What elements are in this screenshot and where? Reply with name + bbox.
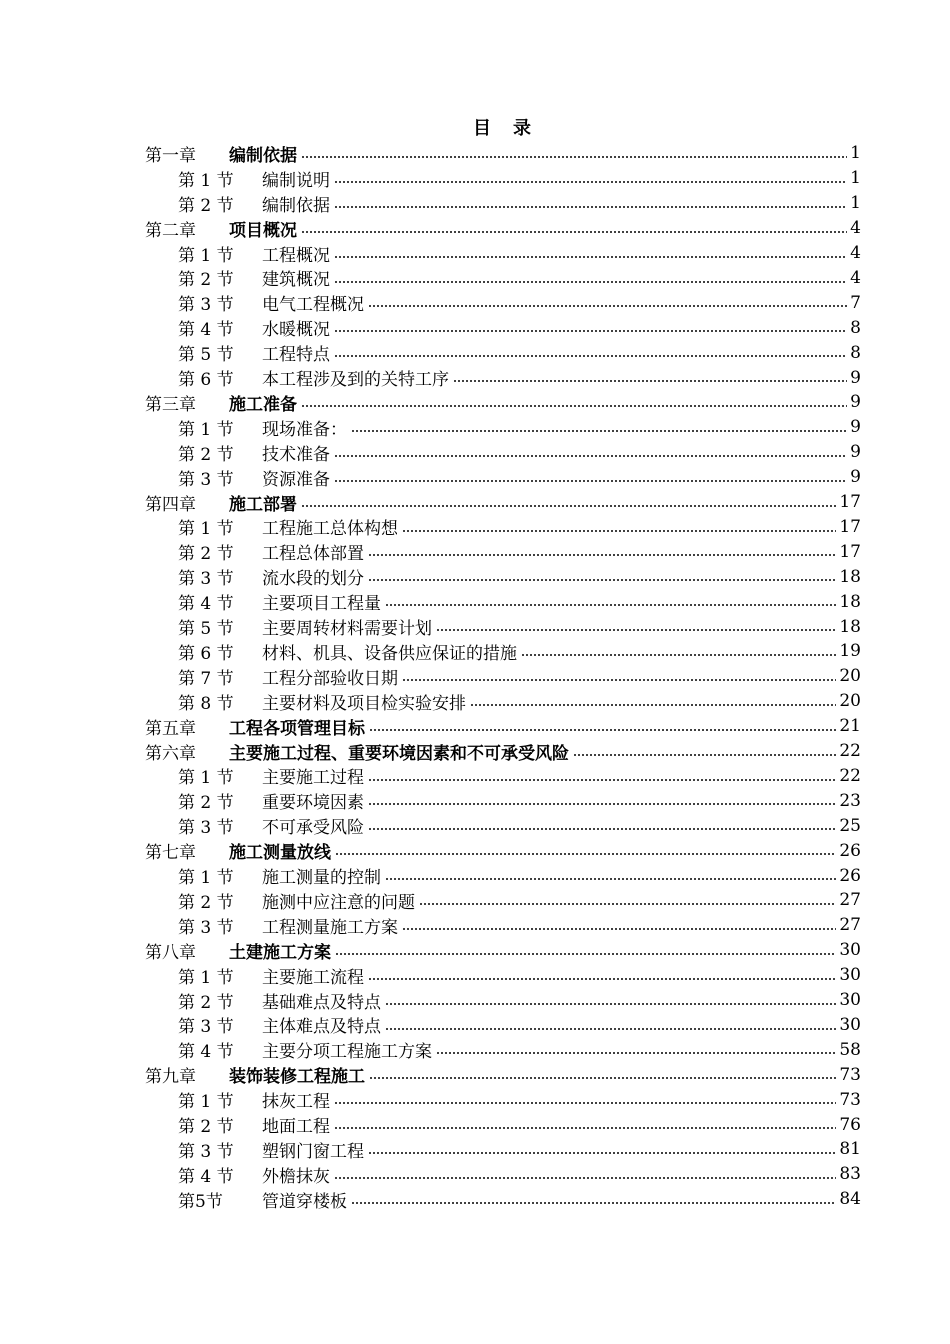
toc-section-entry <box>0 166 950 191</box>
chapter-title: 项目概况 <box>229 220 297 241</box>
section-number: 第 4 节 <box>178 1166 234 1187</box>
section-number: 第 2 节 <box>178 444 234 465</box>
dot-leader <box>334 1127 836 1129</box>
toc-section-entry <box>0 290 950 315</box>
toc-section-entry <box>0 813 950 838</box>
section-number: 第 2 节 <box>178 1117 234 1138</box>
dot-leader <box>436 629 836 631</box>
section-title: 现场准备： <box>262 419 347 440</box>
section-number: 第 5 节 <box>178 345 234 366</box>
page-number: 26 <box>839 840 861 861</box>
section-title: 材料、机具、设备供应保证的措施 <box>262 643 517 664</box>
toc-section-entry <box>0 340 950 365</box>
toc-section-entry <box>0 1087 950 1112</box>
toc-section-entry <box>0 1112 950 1137</box>
page-number: 30 <box>839 990 861 1011</box>
section-title: 主要分项工程施工方案 <box>262 1042 432 1063</box>
page-number: 81 <box>839 1139 861 1160</box>
section-number: 第 1 节 <box>178 868 234 889</box>
section-number: 第 1 节 <box>178 768 234 789</box>
section-title: 主体难点及特点 <box>262 1017 381 1038</box>
toc-section-entry <box>0 988 950 1013</box>
section-number: 第 3 节 <box>178 1017 234 1038</box>
dot-leader <box>334 206 847 208</box>
dot-leader <box>402 928 836 930</box>
chapter-title: 施工准备 <box>229 394 297 415</box>
chapter-number: 第二章 <box>145 220 196 241</box>
page-number: 18 <box>839 591 861 612</box>
section-number: 第 3 节 <box>178 569 234 590</box>
page-number: 4 <box>850 243 861 264</box>
chapter-title: 施工测量放线 <box>229 843 331 864</box>
section-number: 第 3 节 <box>178 1141 234 1162</box>
dot-leader <box>369 1077 836 1079</box>
page-number: 1 <box>850 143 861 164</box>
toc-section-entry <box>0 191 950 216</box>
dot-leader <box>436 1052 836 1054</box>
page-number: 27 <box>839 915 861 936</box>
dot-leader <box>334 281 847 283</box>
dot-leader <box>334 480 847 482</box>
page-number: 22 <box>839 741 861 762</box>
dot-leader <box>369 729 836 731</box>
section-title: 主要周转材料需要计划 <box>262 619 432 640</box>
toc-section-entry <box>0 863 950 888</box>
page-number: 18 <box>839 566 861 587</box>
chapter-number: 第七章 <box>145 843 196 864</box>
toc-section-entry <box>0 1013 950 1038</box>
toc-section-entry <box>0 440 950 465</box>
section-title: 电气工程概况 <box>262 295 364 316</box>
dot-leader <box>334 355 847 357</box>
page-number: 58 <box>839 1039 861 1060</box>
section-title: 管道穿楼板 <box>262 1191 347 1212</box>
section-number: 第 3 节 <box>178 469 234 490</box>
section-title: 工程特点 <box>262 345 330 366</box>
toc-section-entry <box>0 241 950 266</box>
chapter-title: 土建施工方案 <box>229 942 331 963</box>
section-number: 第 4 节 <box>178 320 234 341</box>
toc-section-entry <box>0 315 950 340</box>
page-number: 73 <box>839 1064 861 1085</box>
page-number: 9 <box>850 367 861 388</box>
section-number: 第 2 节 <box>178 793 234 814</box>
section-number: 第 3 节 <box>178 917 234 938</box>
section-number: 第 1 节 <box>178 967 234 988</box>
page-number: 9 <box>850 392 861 413</box>
toc-section-entry <box>0 589 950 614</box>
dot-leader <box>334 1177 836 1179</box>
page-number: 9 <box>850 442 861 463</box>
dot-leader <box>334 1102 836 1104</box>
section-title: 基础难点及特点 <box>262 992 381 1013</box>
section-number: 第 2 节 <box>178 270 234 291</box>
toc-title-char-2: 录 <box>513 118 533 139</box>
page-number: 9 <box>850 467 861 488</box>
page-number: 23 <box>839 790 861 811</box>
chapter-title: 施工部署 <box>229 494 297 515</box>
toc-section-entry <box>0 689 950 714</box>
chapter-number: 第一章 <box>145 145 196 166</box>
section-number: 第 1 节 <box>178 519 234 540</box>
toc-chapter-entry <box>0 490 950 515</box>
toc-chapter-entry <box>0 739 950 764</box>
section-title: 主要材料及项目检实验安排 <box>262 693 466 714</box>
section-number: 第 8 节 <box>178 693 234 714</box>
page-number: 26 <box>839 865 861 886</box>
dot-leader <box>334 256 847 258</box>
section-title: 技术准备 <box>262 444 330 465</box>
section-title: 主要施工过程 <box>262 768 364 789</box>
dot-leader <box>301 231 847 233</box>
section-title: 建筑概况 <box>262 270 330 291</box>
dot-leader <box>402 530 836 532</box>
toc-chapter-entry <box>0 838 950 863</box>
section-number: 第 3 节 <box>178 818 234 839</box>
section-title: 工程测量施工方案 <box>262 917 398 938</box>
section-number: 第5节 <box>178 1191 223 1212</box>
page-number: 25 <box>839 815 861 836</box>
page-number: 20 <box>839 691 861 712</box>
toc-section-entry <box>0 1187 950 1212</box>
dot-leader <box>385 878 836 880</box>
dot-leader <box>368 803 836 805</box>
toc-section-entry <box>0 788 950 813</box>
toc-section-entry <box>0 1137 950 1162</box>
toc-chapter-entry <box>0 938 950 963</box>
page-number: 4 <box>850 218 861 239</box>
chapter-number: 第五章 <box>145 718 196 739</box>
section-title: 编制依据 <box>262 195 330 216</box>
page-number: 17 <box>839 516 861 537</box>
dot-leader <box>470 704 836 706</box>
dot-leader <box>334 181 847 183</box>
toc-chapter-entry <box>0 141 950 166</box>
section-number: 第 6 节 <box>178 643 234 664</box>
page-number: 1 <box>850 168 861 189</box>
dot-leader <box>334 455 847 457</box>
toc-section-entry <box>0 266 950 291</box>
page-number: 20 <box>839 666 861 687</box>
dot-leader <box>368 305 847 307</box>
page-number: 17 <box>839 492 861 513</box>
chapter-title: 主要施工过程、重要环境因素和不可承受风险 <box>229 743 569 764</box>
toc-section-entry <box>0 539 950 564</box>
toc-section-entry <box>0 639 950 664</box>
section-number: 第 2 节 <box>178 992 234 1013</box>
dot-leader <box>419 903 836 905</box>
section-title: 工程概况 <box>262 245 330 266</box>
dot-leader <box>335 853 836 855</box>
page-number: 9 <box>850 417 861 438</box>
dot-leader <box>385 1028 836 1030</box>
section-title: 塑钢门窗工程 <box>262 1141 364 1162</box>
section-title: 工程总体部置 <box>262 544 364 565</box>
chapter-title: 工程各项管理目标 <box>229 718 365 739</box>
page-number: 21 <box>839 716 861 737</box>
chapter-title: 装饰装修工程施工 <box>229 1067 365 1088</box>
dot-leader <box>368 779 836 781</box>
page-number: 84 <box>839 1189 861 1210</box>
chapter-title: 编制依据 <box>229 145 297 166</box>
dot-leader <box>521 654 836 656</box>
page-number: 30 <box>839 1014 861 1035</box>
toc-section-entry <box>0 764 950 789</box>
chapter-number: 第六章 <box>145 743 196 764</box>
page-number: 19 <box>839 641 861 662</box>
dot-leader <box>385 1003 836 1005</box>
dot-leader <box>573 754 836 756</box>
page-number: 73 <box>839 1089 861 1110</box>
page-number: 18 <box>839 616 861 637</box>
section-title: 主要施工流程 <box>262 967 364 988</box>
page-number: 27 <box>839 890 861 911</box>
dot-leader <box>335 953 836 955</box>
section-title: 施工测量的控制 <box>262 868 381 889</box>
toc-section-entry <box>0 664 950 689</box>
dot-leader <box>368 828 836 830</box>
section-title: 水暖概况 <box>262 320 330 341</box>
dot-leader <box>301 405 847 407</box>
toc-title <box>0 114 950 140</box>
section-title: 施测中应注意的问题 <box>262 892 415 913</box>
section-title: 工程分部验收日期 <box>262 668 398 689</box>
section-title: 重要环境因素 <box>262 793 364 814</box>
dot-leader <box>351 430 847 432</box>
section-number: 第 5 节 <box>178 619 234 640</box>
dot-leader <box>301 505 836 507</box>
section-title: 工程施工总体构想 <box>262 519 398 540</box>
page-number: 4 <box>850 267 861 288</box>
dot-leader <box>368 554 836 556</box>
section-number: 第 6 节 <box>178 370 234 391</box>
toc-section-entry <box>0 415 950 440</box>
chapter-number: 第九章 <box>145 1067 196 1088</box>
toc-section-entry <box>0 1162 950 1187</box>
toc-section-entry <box>0 564 950 589</box>
section-title: 不可承受风险 <box>262 818 364 839</box>
page-number: 22 <box>839 765 861 786</box>
dot-leader <box>385 604 836 606</box>
section-title: 主要项目工程量 <box>262 594 381 615</box>
dot-leader <box>334 330 847 332</box>
page-number: 30 <box>839 965 861 986</box>
page-number: 7 <box>850 292 861 313</box>
section-number: 第 2 节 <box>178 892 234 913</box>
dot-leader <box>351 1202 836 1204</box>
toc-section-entry <box>0 515 950 540</box>
chapter-number: 第三章 <box>145 394 196 415</box>
dot-leader <box>368 579 836 581</box>
toc-chapter-entry <box>0 216 950 241</box>
section-number: 第 4 节 <box>178 1042 234 1063</box>
section-title: 编制说明 <box>262 170 330 191</box>
dot-leader <box>301 156 847 158</box>
toc-title-char-1: 目 <box>473 118 493 139</box>
section-number: 第 4 节 <box>178 594 234 615</box>
page-number: 1 <box>850 193 861 214</box>
section-title: 抹灰工程 <box>262 1092 330 1113</box>
section-title: 地面工程 <box>262 1117 330 1138</box>
page-number: 76 <box>839 1114 861 1135</box>
toc-section-entry <box>0 465 950 490</box>
section-number: 第 1 节 <box>178 419 234 440</box>
section-number: 第 1 节 <box>178 245 234 266</box>
section-title: 资源准备 <box>262 469 330 490</box>
toc-chapter-entry <box>0 390 950 415</box>
toc-section-entry <box>0 888 950 913</box>
section-title: 流水段的划分 <box>262 569 364 590</box>
section-number: 第 1 节 <box>178 1092 234 1113</box>
page-number: 8 <box>850 317 861 338</box>
toc-section-entry <box>0 1037 950 1062</box>
section-title: 外檐抹灰 <box>262 1166 330 1187</box>
dot-leader <box>402 679 836 681</box>
toc-section-entry <box>0 365 950 390</box>
section-number: 第 3 节 <box>178 295 234 316</box>
section-title: 本工程涉及到的关特工序 <box>262 370 449 391</box>
dot-leader <box>368 978 836 980</box>
toc-section-entry <box>0 913 950 938</box>
section-number: 第 7 节 <box>178 668 234 689</box>
page-number: 17 <box>839 541 861 562</box>
toc-section-entry <box>0 963 950 988</box>
toc-chapter-entry <box>0 714 950 739</box>
page-number: 30 <box>839 940 861 961</box>
chapter-number: 第八章 <box>145 942 196 963</box>
toc-section-entry <box>0 614 950 639</box>
page-number: 8 <box>850 342 861 363</box>
toc-chapter-entry <box>0 1062 950 1087</box>
section-number: 第 2 节 <box>178 195 234 216</box>
section-number: 第 1 节 <box>178 170 234 191</box>
dot-leader <box>453 380 847 382</box>
chapter-number: 第四章 <box>145 494 196 515</box>
page-number: 83 <box>839 1164 861 1185</box>
dot-leader <box>368 1152 836 1154</box>
section-number: 第 2 节 <box>178 544 234 565</box>
